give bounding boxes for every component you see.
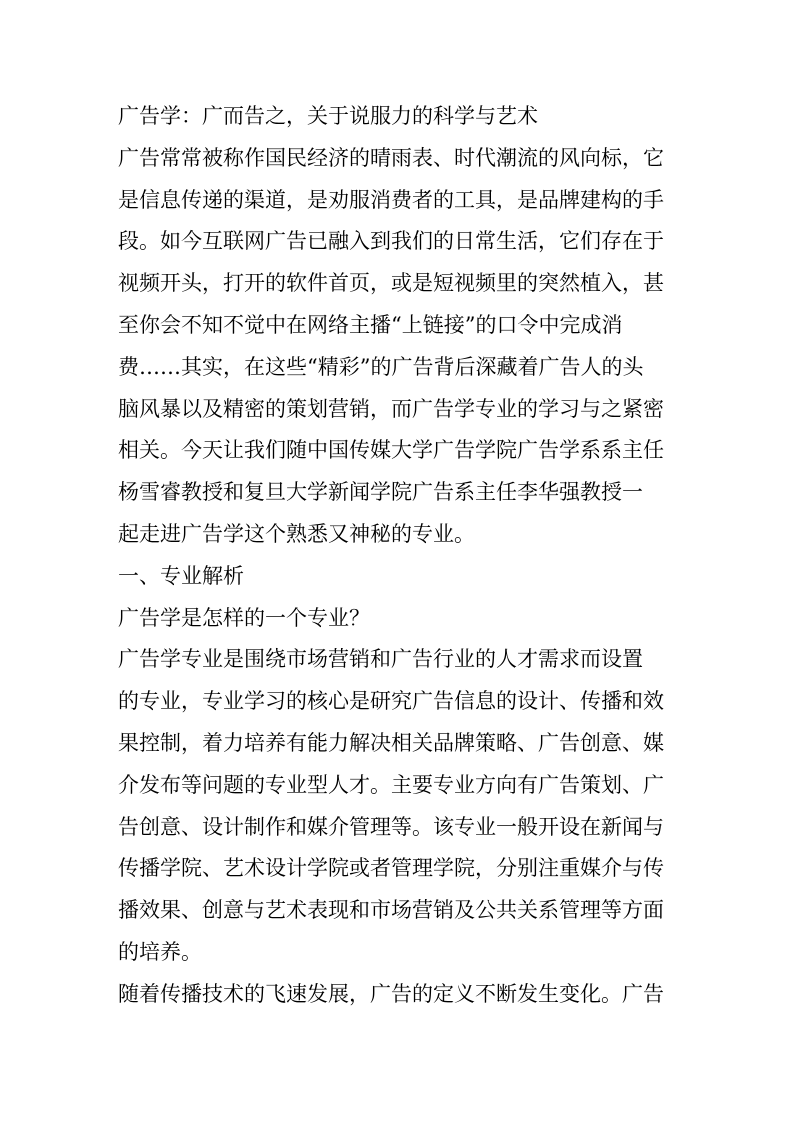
question-heading: 广告学是怎样的一个专业？ <box>118 605 370 630</box>
text-line: 随着传播技术的飞速发展，广告的定义不断发生变化。广告 <box>118 981 664 1006</box>
intro-paragraph <box>118 138 678 556</box>
text-line: 的专业，专业学习的核心是研究广告信息的设计、传播和效 <box>118 689 664 714</box>
document-page <box>118 96 678 1016</box>
text-line: 至你会不知不觉中在网络主播“上链接”的口令中完成消 <box>118 312 623 337</box>
document-title: 广告学：广而告之，关于说服力的科学与艺术 <box>118 104 538 128</box>
text-line: 传播学院、艺术设计学院或者管理学院，分别注重媒介与传 <box>118 856 664 881</box>
text-line: 杨雪睿教授和复旦大学新闻学院广告系主任李华强教授一 <box>118 480 643 505</box>
text-line: 脑风暴以及精密的策划营销，而广告学专业的学习与之紧密 <box>118 396 664 421</box>
text-line: 起走进广告学这个熟悉又神秘的专业。 <box>118 521 475 546</box>
text-line: 是信息传递的渠道，是劝服消费者的工具，是品牌建构的手 <box>118 187 664 212</box>
text-line: 视频开头，打开的软件首页，或是短视频里的突然植入，甚 <box>118 271 664 296</box>
text-line: 段。如今互联网广告已融入到我们的日常生活，它们存在于 <box>118 229 664 254</box>
text-line: 告创意、设计制作和媒介管理等。该专业一般开设在新闻与 <box>118 814 664 839</box>
text-line: 播效果、创意与艺术表现和市场营销及公共关系管理等方面 <box>118 898 664 923</box>
text-line: 费……其实，在这些“精彩”的广告背后深藏着广告人的头 <box>118 354 644 379</box>
text-line: 介发布等问题的专业型人才。主要专业方向有广告策划、广 <box>118 772 664 797</box>
text-line: 果控制，着力培养有能力解决相关品牌策略、广告创意、媒 <box>118 730 664 755</box>
text-line: 广告学专业是围绕市场营销和广告行业的人才需求而设置 <box>118 647 643 672</box>
section-heading: 一、专业解析 <box>118 563 244 588</box>
text-line: 广告常常被称作国民经济的晴雨表、时代潮流的风向标，它 <box>118 145 664 170</box>
text-line: 的培养。 <box>118 939 202 964</box>
last-paragraph <box>118 974 678 1016</box>
text-line: 相关。今天让我们随中国传媒大学广告学院广告学系系主任 <box>118 438 664 463</box>
answer-paragraph <box>118 639 678 973</box>
